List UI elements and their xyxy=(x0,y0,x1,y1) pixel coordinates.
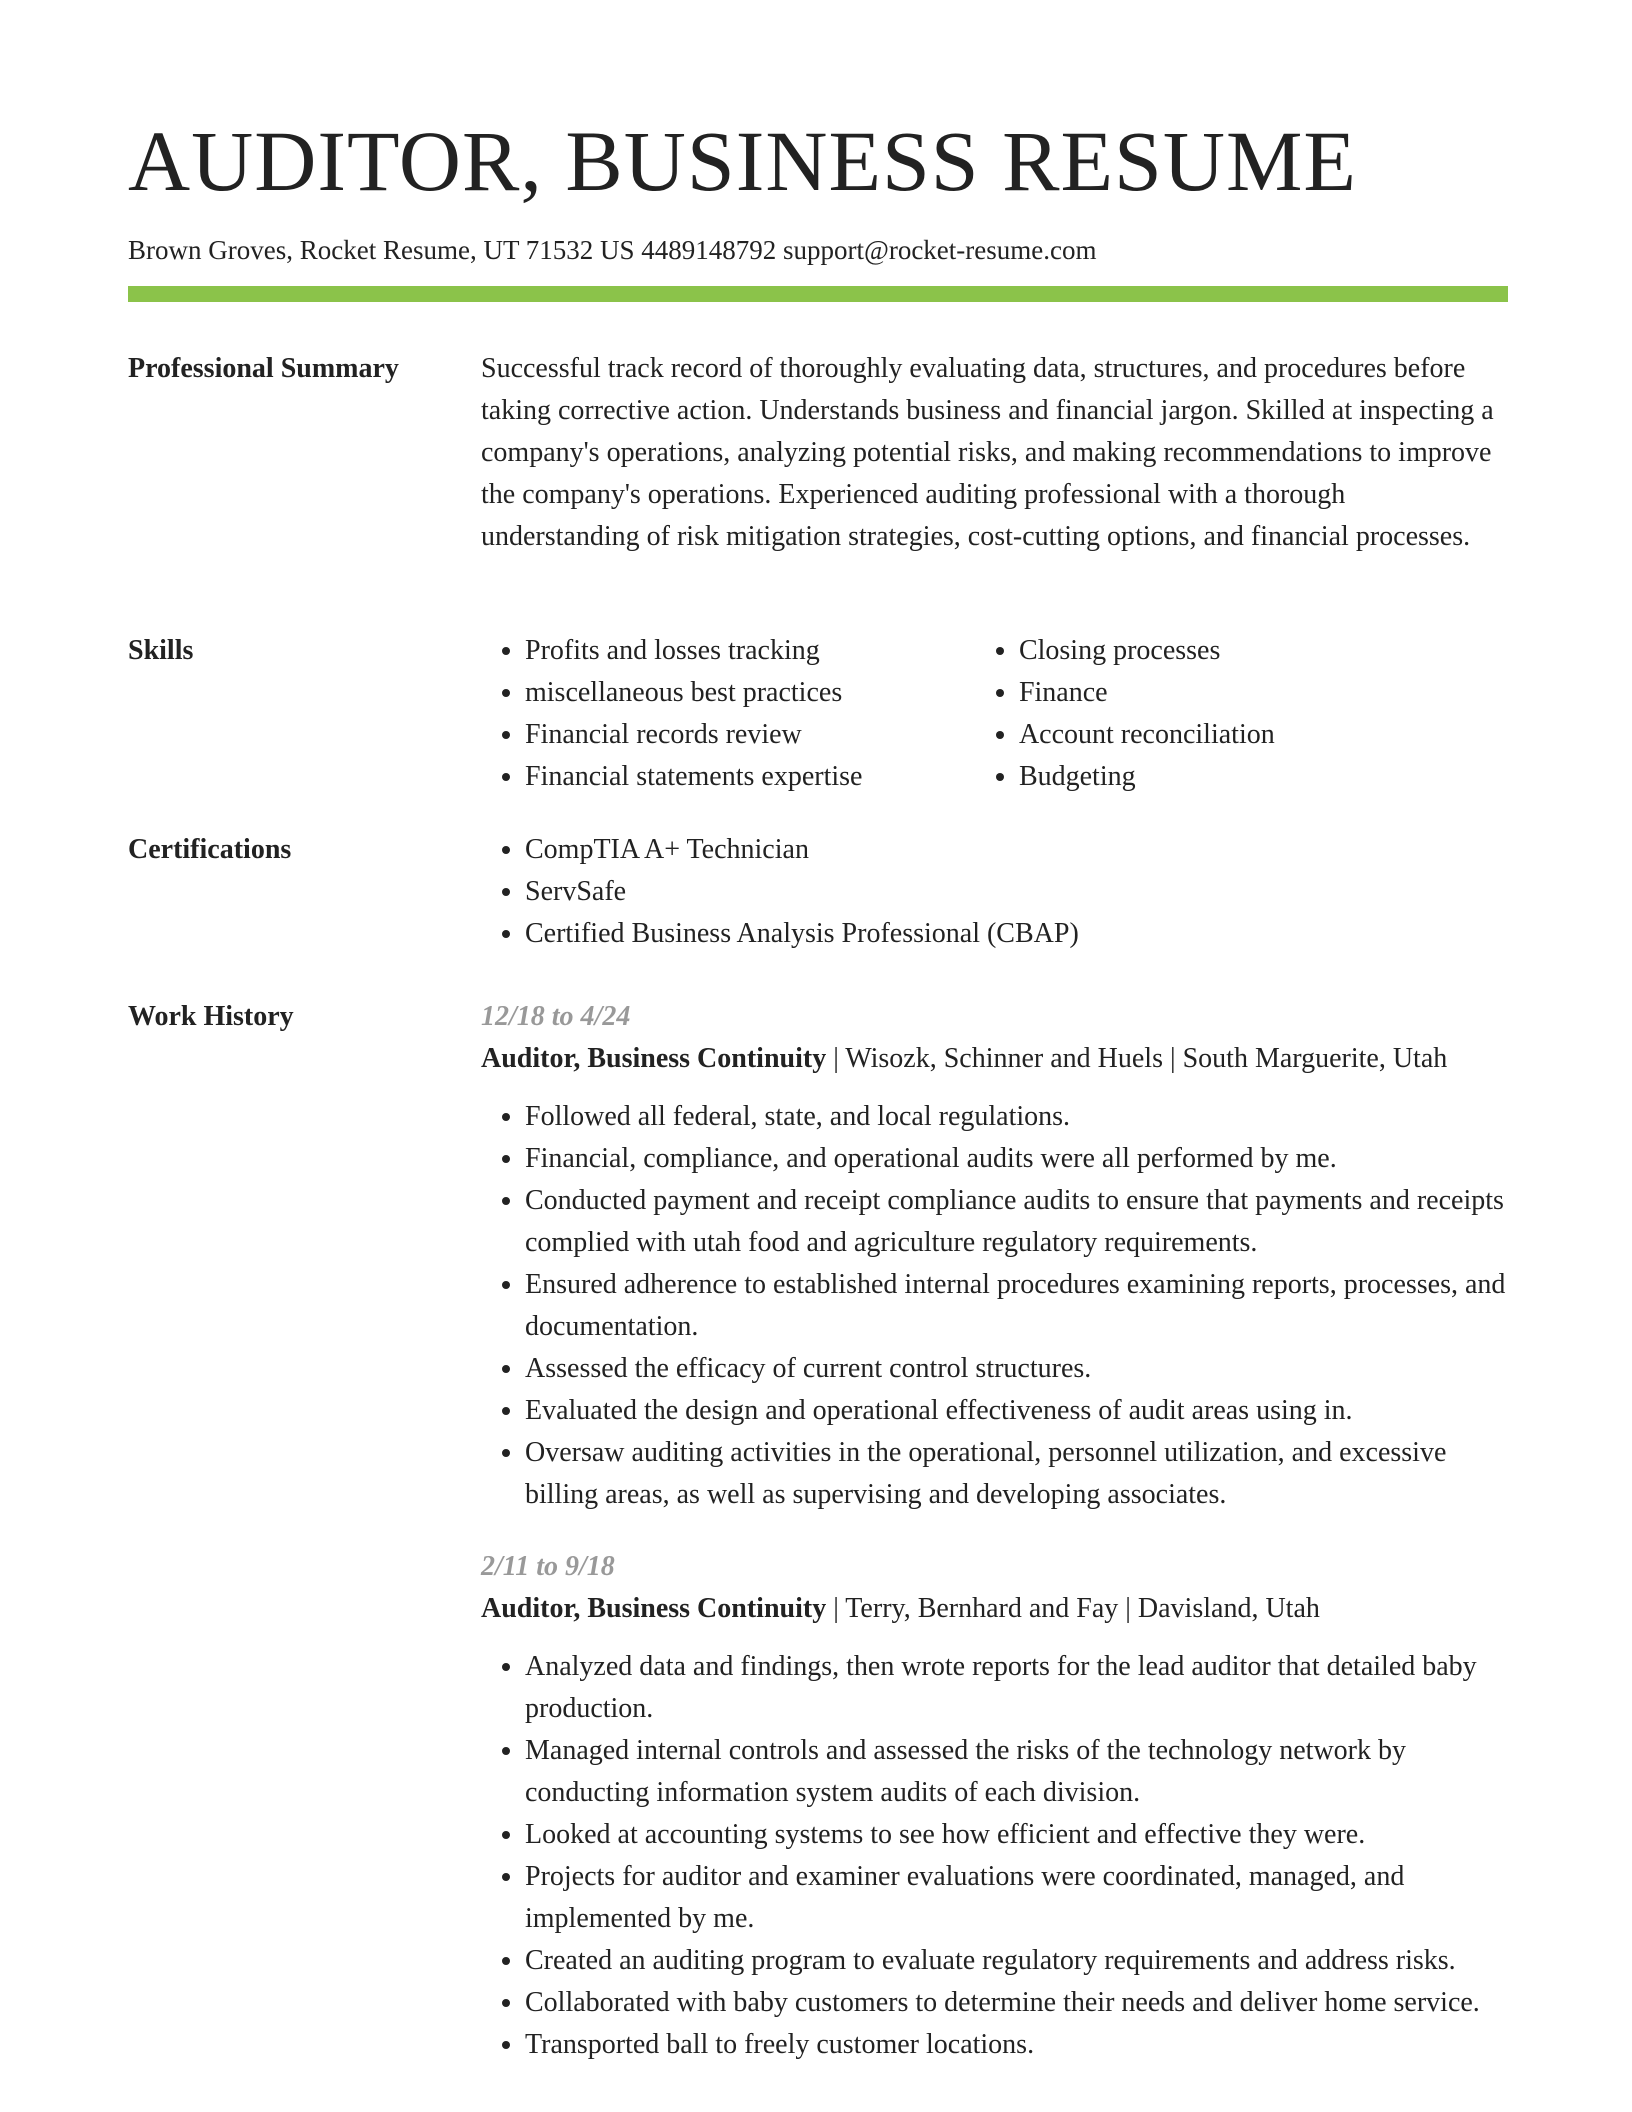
skill-item: • Profits and losses tracking xyxy=(525,630,975,672)
skill-item: • Financial records review xyxy=(525,714,975,756)
job-title: Auditor, Business Continuity xyxy=(481,1043,827,1074)
skill-item: • Budgeting xyxy=(1019,756,1508,798)
job-bullet: • Assessed the efficacy of current control structures. xyxy=(525,1348,1508,1390)
skill-item: • Account reconciliation xyxy=(1019,714,1508,756)
job-bullet: • Looked at accounting systems to see how efficient and effective they were. xyxy=(525,1814,1508,1856)
job-bullet: • Transported ball to freely customer locations. xyxy=(525,2024,1508,2066)
job-bullets xyxy=(481,1646,1508,2066)
job-dates: 12/18 to 4/24 xyxy=(481,1001,631,1032)
skill-item: • Closing processes xyxy=(1019,630,1508,672)
job-dates: 2/11 to 9/18 xyxy=(481,1551,615,1582)
job-bullet: • Projects for auditor and examiner evaluations were coordinated, managed, and implemented by me. xyxy=(525,1856,1508,1940)
job-bullet: • Evaluated the design and operational effectiveness of audit areas using in. xyxy=(525,1390,1508,1432)
job-bullet: • Analyzed data and findings, then wrote reports for the lead auditor that detailed baby production. xyxy=(525,1646,1508,1730)
job-company-location: | Wisozk, Schinner and Huels | South Marguerite, Utah xyxy=(826,1043,1448,1074)
certifications-list xyxy=(481,829,1508,955)
job-title: Auditor, Business Continuity xyxy=(481,1593,827,1624)
skill-item: • Finance xyxy=(1019,672,1508,714)
section-label-skills: Skills xyxy=(128,635,194,666)
job-bullet: • Ensured adherence to established internal procedures examining reports, processes, and documentation. xyxy=(525,1264,1508,1348)
certification-item: • CompTIA A+ Technician xyxy=(525,829,1508,871)
resume-title: AUDITOR, BUSINESS RESUME xyxy=(128,113,1357,209)
section-label-certifications: Certifications xyxy=(128,834,292,865)
skill-item: • Financial statements expertise xyxy=(525,756,975,798)
job-bullet: • Followed all federal, state, and local regulations. xyxy=(525,1096,1508,1138)
certification-item: • ServSafe xyxy=(525,871,1508,913)
summary-text: Successful track record of thoroughly evaluating data, structures, and procedures before taking corrective action. Understands business and financial jargon. Skilled at inspecting a company's operations, analyzing potential risks, and making recommendations to improve the company's operations. Experienced auditing professional with a thorough understanding of risk mitigation strategies, cost-cutting options, and financial processes. xyxy=(481,353,1494,552)
accent-divider xyxy=(128,286,1508,302)
skills-list-column-2 xyxy=(975,630,1508,798)
job-bullet: • Created an auditing program to evaluate regulatory requirements and address risks. xyxy=(525,1940,1508,1982)
section-label-work-history: Work History xyxy=(128,1001,294,1032)
certification-item: • Certified Business Analysis Professional (CBAP) xyxy=(525,913,1508,955)
skill-item: • miscellaneous best practices xyxy=(525,672,975,714)
job-bullets xyxy=(481,1096,1508,1516)
job-entry xyxy=(481,996,1508,1516)
job-heading xyxy=(481,1038,1508,1080)
job-bullet: • Oversaw auditing activities in the operational, personnel utilization, and excessive billing areas, as well as supervising and developing associates. xyxy=(525,1432,1508,1516)
job-bullet: • Collaborated with baby customers to determine their needs and deliver home service. xyxy=(525,1982,1508,2024)
contact-line: Brown Groves, Rocket Resume, UT 71532 US 4489148792 support@rocket-resume.com xyxy=(128,235,1097,265)
job-entry xyxy=(481,1546,1508,2066)
job-company-location: | Terry, Bernhard and Fay | Davisland, Utah xyxy=(826,1593,1320,1624)
skills-list-column-1 xyxy=(481,630,975,798)
job-heading xyxy=(481,1588,1508,1630)
job-bullet: • Managed internal controls and assessed the risks of the technology network by conducting information system audits of each division. xyxy=(525,1730,1508,1814)
section-label-summary: Professional Summary xyxy=(128,353,399,384)
job-bullet: • Financial, compliance, and operational audits were all performed by me. xyxy=(525,1138,1508,1180)
job-bullet: • Conducted payment and receipt compliance audits to ensure that payments and receipts complied with utah food and agriculture regulatory requirements. xyxy=(525,1180,1508,1264)
